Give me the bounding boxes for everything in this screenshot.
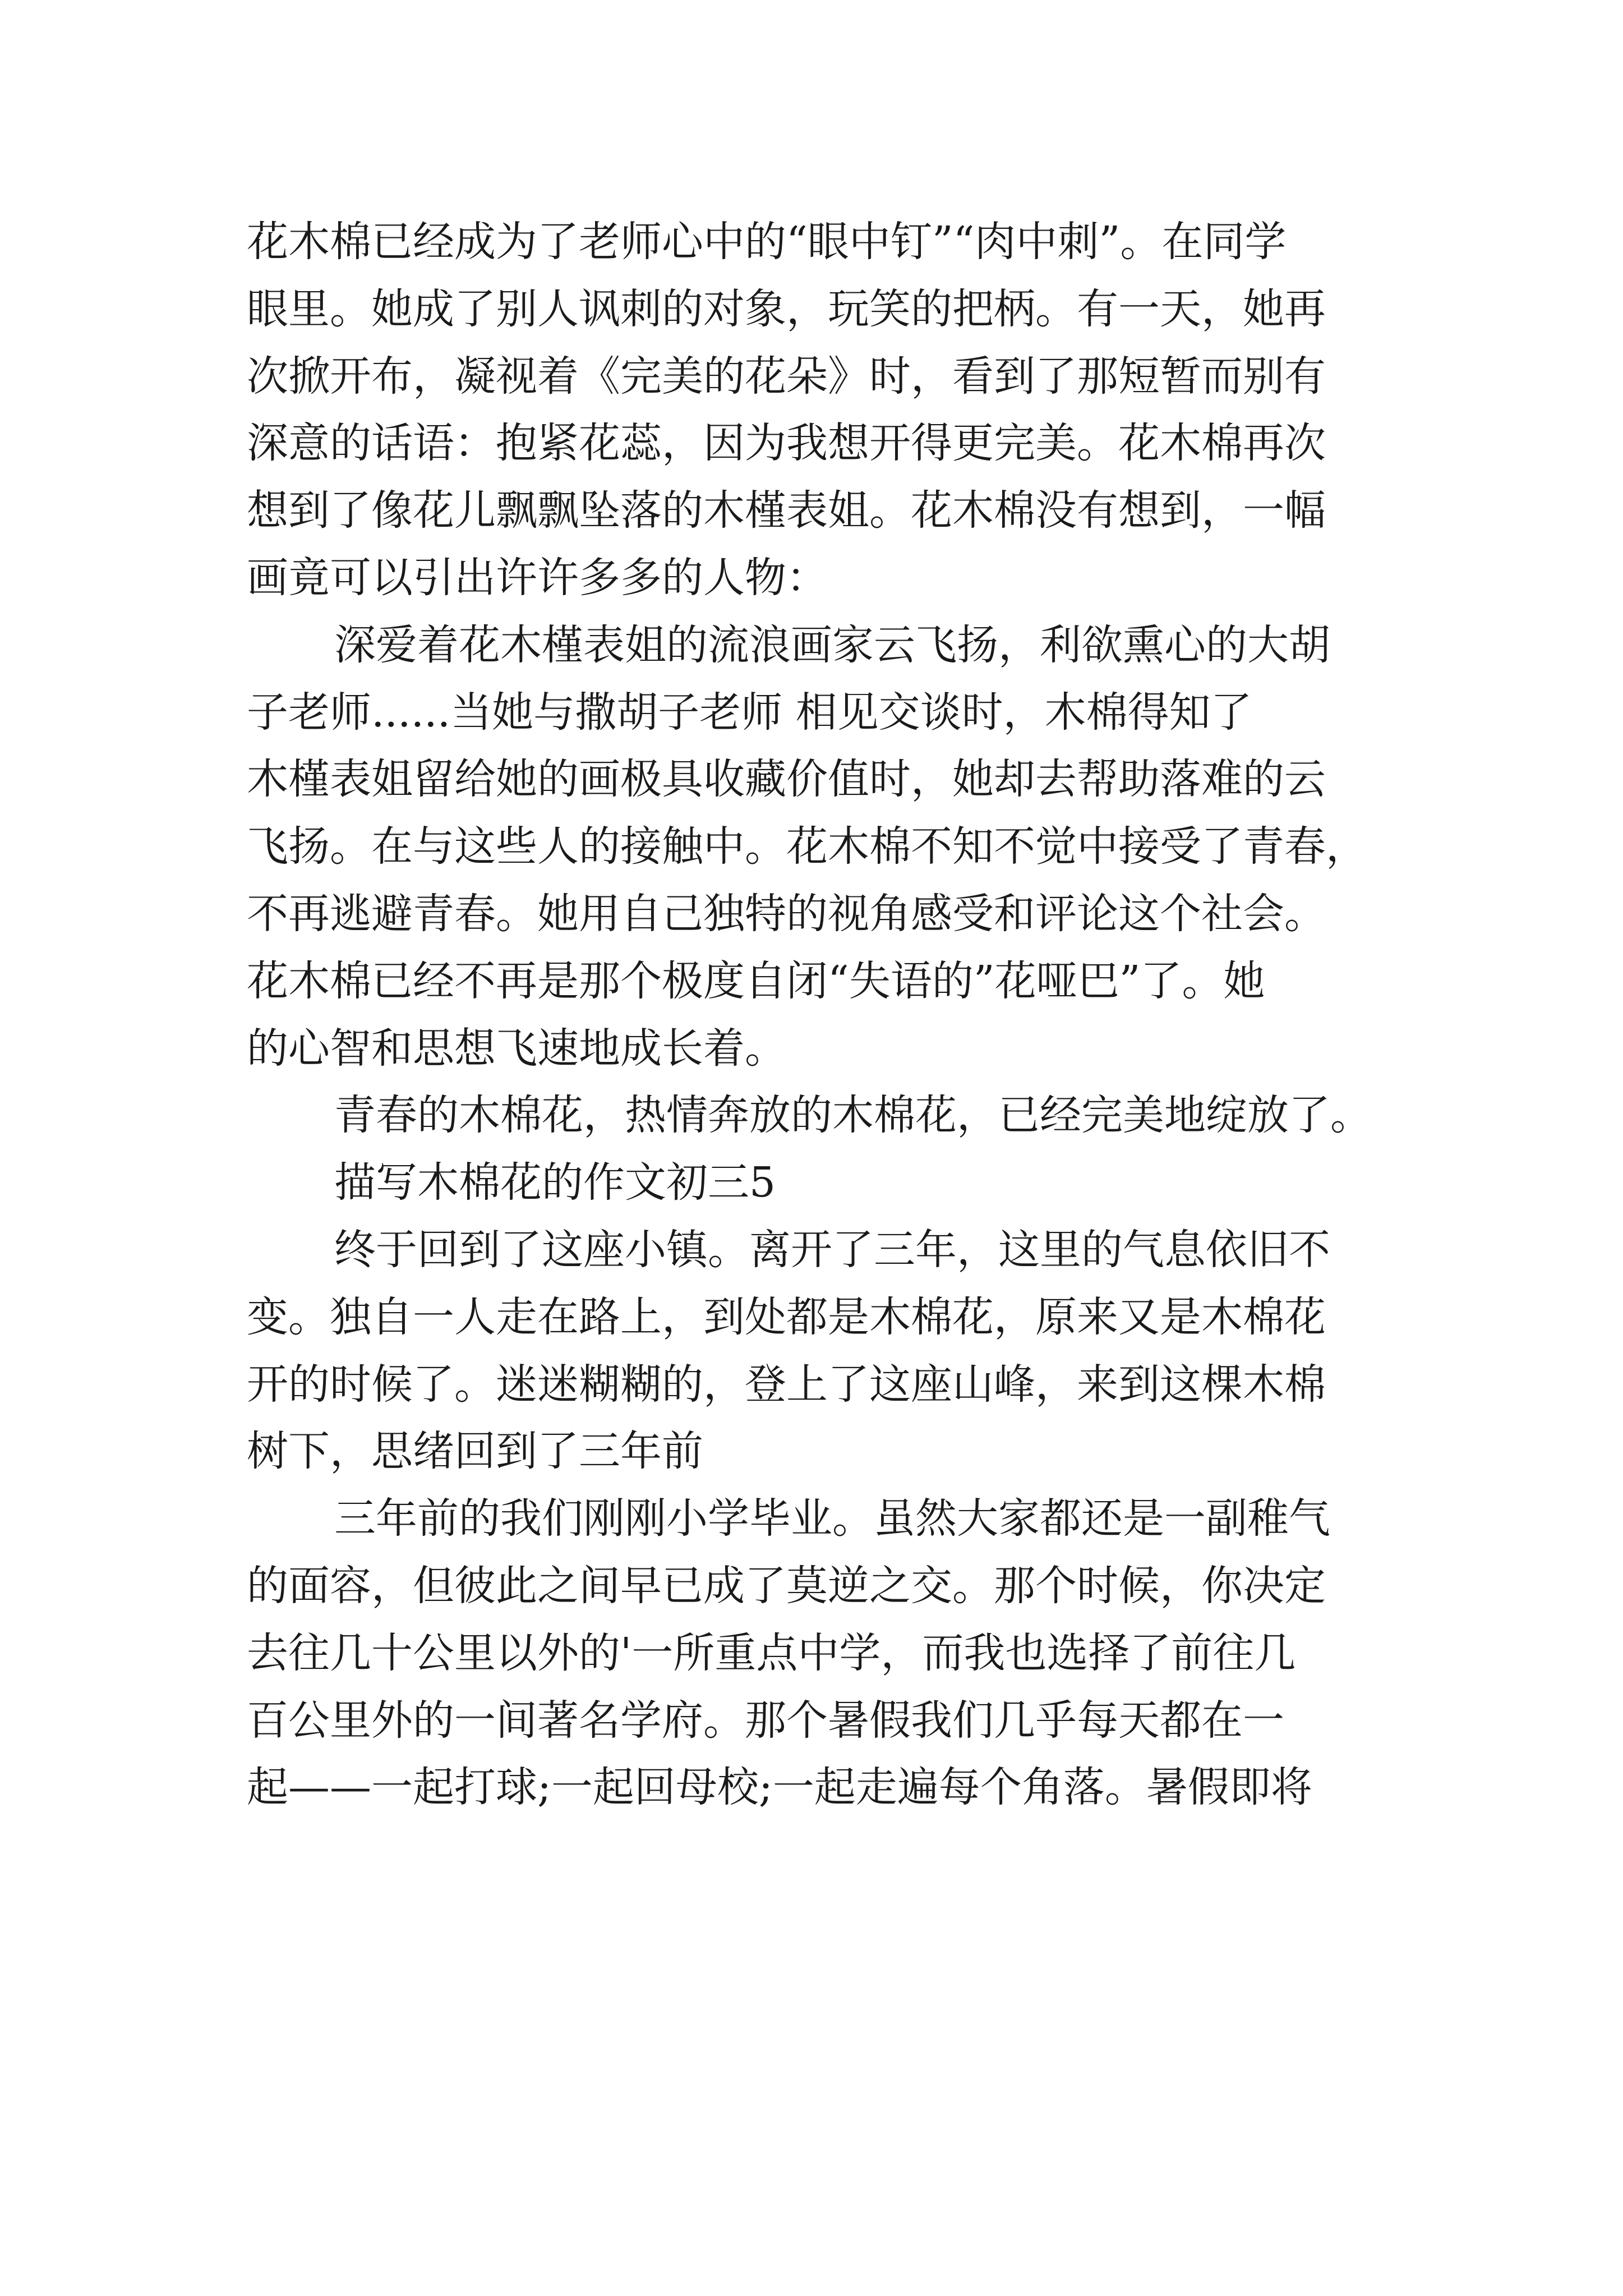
text-line: 深意的话语：抱紧花蕊，因为我想开得更完美。花木棉再次: [247, 419, 1326, 468]
text-line: 的心智和思想飞速地成长着。: [247, 1024, 786, 1073]
paragraph-start-line: 三年前的我们刚刚小学毕业。虽然大家都还是一副稚气: [334, 1494, 1330, 1543]
paragraph-start-line: 深爱着花木槿表姐的流浪画家云飞扬，利欲熏心的大胡: [334, 620, 1330, 669]
text-line: 树下，思绪回到了三年前: [247, 1427, 703, 1476]
text-line: 的面容，但彼此之间早已成了莫逆之交。那个时候，你决定: [247, 1561, 1326, 1610]
text-line: 画竟可以引出许许多多的人物：: [247, 553, 828, 602]
text-line: 去往几十公里以外的'一所重点中学，而我也选择了前往几: [247, 1628, 1296, 1677]
paragraph-start-line: 青春的木棉花，热情奔放的木棉花，已经完美地绽放了。: [334, 1091, 1372, 1140]
text-line: 开的时候了。迷迷糊糊的，登上了这座山峰，来到这棵木棉: [247, 1360, 1326, 1409]
paragraph-start-line: 终于回到了这座小镇。离开了三年，这里的气息依旧不: [334, 1225, 1330, 1274]
section-heading: 描写木棉花的作文初三5: [334, 1158, 776, 1207]
text-line: 变。独自一人走在路上，到处都是木棉花，原来又是木棉花: [247, 1292, 1326, 1341]
text-line: 子老师......当她与撒胡子老师 相见交谈时，木棉得知了: [247, 688, 1252, 737]
text-line: 次掀开布，凝视着《完美的花朵》时，看到了那短暂而别有: [247, 352, 1326, 401]
text-line: 百公里外的一间著名学府。那个暑假我们几乎每天都在一: [247, 1696, 1284, 1745]
text-line: 不再逃避青春。她用自己独特的视角感受和评论这个社会。: [247, 889, 1326, 938]
text-line: 花木棉已经不再是那个极度自闭“失语的”花哑巴”了。她: [247, 956, 1265, 1005]
text-column: [247, 209, 1380, 1821]
text-line: 花木棉已经成为了老师心中的“眼中钉”“肉中刺”。在同学: [247, 218, 1287, 266]
text-line: 起——一起打球;一起回母校;一起走遍每个角落。暑假即将: [247, 1763, 1312, 1812]
text-line: 飞扬。在与这些人的接触中。花木棉不知不觉中接受了青春，: [247, 822, 1367, 871]
text-line: 眼里。她成了别人讽刺的对象，玩笑的把柄。有一天，她再: [247, 284, 1326, 333]
text-line: 想到了像花儿飘飘坠落的木槿表姐。花木棉没有想到，一幅: [247, 486, 1326, 535]
text-line: 木槿表姐留给她的画极具收藏价值时，她却去帮助落难的云: [247, 755, 1326, 804]
